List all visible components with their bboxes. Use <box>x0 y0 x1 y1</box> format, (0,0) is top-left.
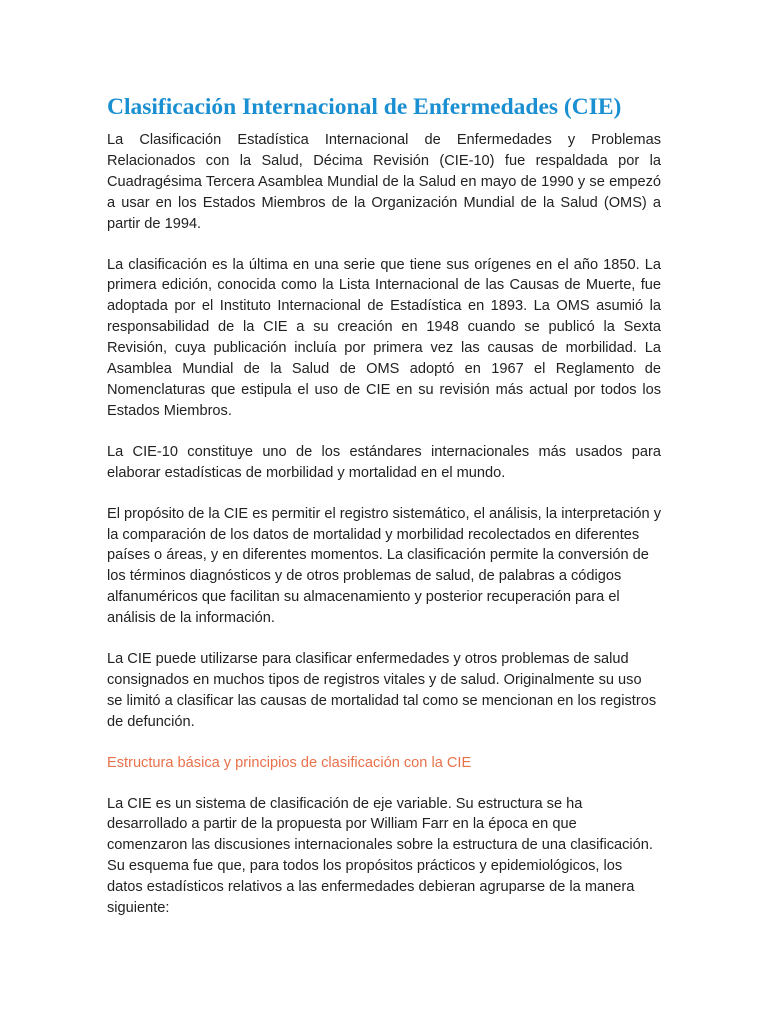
section-subheading: Estructura básica y principios de clasificación con la CIE <box>107 754 472 771</box>
paragraph-structure: La CIE es un sistema de clasificación de eje variable. Su estructura se ha desarrollado a partir de la propuesta por William Farr en la época en que comenzaron las discusiones internacionales sobre la estructura de una clasificación. Su esquema fue que, para todos los propósitos prácticos y epidemiológicos, los datos estadísticos relativos a las enfermedades debieran agruparse de la manera siguiente: <box>107 795 653 917</box>
paragraph-purpose: El propósito de la CIE es permitir el registro sistemático, el análisis, la interpretación y la comparación de los datos de mortalidad y morbilidad recolectados en diferentes países o áreas, y en diferentes momentos. La clasificación permite la conversión de los términos diagnósticos y de otros problemas de salud, de palabras a códigos alfanuméricos que facilitan su almacenamiento y posterior recuperación para el análisis de la información. <box>107 505 661 627</box>
document-page <box>107 92 661 939</box>
paragraph-standards: La CIE-10 constituye uno de los estándares internacionales más usados para elaborar estadísticas de morbilidad y mortalidad en el mundo. <box>107 443 661 481</box>
document-title: Clasificación Internacional de Enfermedades (CIE) <box>107 94 622 120</box>
paragraph-usage: La CIE puede utilizarse para clasificar enfermedades y otros problemas de salud consignados en muchos tipos de registros vitales y de salud. Originalmente su uso se limitó a clasificar las causas de mortalidad tal como se mencionan en los registros de defunción. <box>107 651 657 730</box>
paragraph-history: La clasificación es la última en una serie que tiene sus orígenes en el año 1850. La primera edición, conocida como la Lista Internacional de las Causas de Muerte, fue adoptada por el Instituto Internacional de Estadística en 1893. La OMS asumió la responsabilidad de la CIE a su creación en 1948 cuando se publicó la Sexta Revisión, cuya publicación incluía por primera vez las causas de morbilidad. La Asamblea Mundial de la Salud de OMS adoptó en 1967 el Reglamento de Nomenclaturas que estipula el uso de CIE en su revisión más actual por todos los Estados Miembros. <box>107 256 661 419</box>
paragraph-cie10-endorsement: La Clasificación Estadística Internacional de Enfermedades y Problemas Relacionados con la Salud, Décima Revisión (CIE-10) fue respaldada por la Cuadragésima Tercera Asamblea Mundial de la Salud en mayo de 1990 y se empezó a usar en los Estados Miembros de la Organización Mundial de la Salud (OMS) a partir de 1994. <box>107 132 661 232</box>
